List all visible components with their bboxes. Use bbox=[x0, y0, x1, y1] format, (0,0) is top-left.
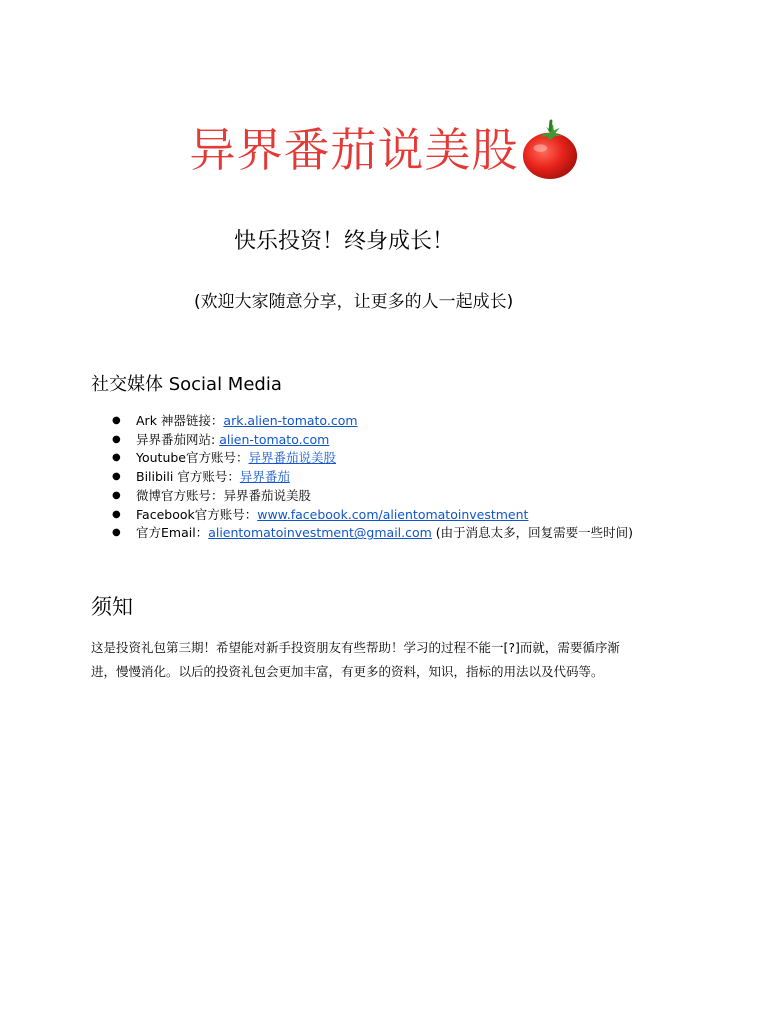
bullet-dot-icon: ● bbox=[112, 415, 121, 426]
list-item-label: Bilibili 官方账号： bbox=[136, 469, 240, 485]
bullet-dot-icon: ● bbox=[112, 433, 121, 445]
document-title-row bbox=[0, 118, 768, 182]
share-note: (欢迎大家随意分享，让更多的人一起成长) bbox=[194, 292, 514, 312]
social-media-heading: 社交媒体 Social Media bbox=[91, 374, 282, 395]
list-item bbox=[112, 468, 633, 487]
bullet-dot-icon: ● bbox=[112, 471, 121, 483]
bilibili-link[interactable]: 异界番茄 bbox=[239, 469, 290, 485]
list-item-label: Ark 神器链接： bbox=[136, 413, 224, 428]
website-link[interactable]: alien-tomato.com bbox=[219, 431, 330, 447]
list-item bbox=[112, 431, 633, 450]
slogan: 快乐投资！终身成长！ bbox=[234, 229, 455, 254]
email-note: (由于消息太多，回复需要一些时间) bbox=[431, 525, 634, 541]
list-item-label: 异界番茄网站: bbox=[136, 431, 220, 447]
list-item bbox=[112, 524, 633, 543]
notice-heading: 须知 bbox=[91, 595, 133, 619]
facebook-link[interactable]: www.facebook.com/alientomatoinvestment bbox=[257, 506, 529, 522]
list-item bbox=[112, 412, 633, 431]
bullet-dot-icon: ● bbox=[112, 489, 121, 501]
list-item bbox=[112, 449, 633, 468]
notice-line: 这是投资礼包第三期！希望能对新手投资朋友有些帮助！学习的过程不能一[?]而就，需要循序渐 bbox=[91, 640, 620, 655]
notice-line: 进，慢慢消化。以后的投资礼包会更加丰富，有更多的资料，知识，指标的用法以及代码等。 bbox=[91, 664, 604, 679]
tomato-icon bbox=[521, 119, 579, 181]
bullet-dot-icon: ● bbox=[112, 527, 121, 539]
bullet-dot-icon: ● bbox=[112, 508, 121, 520]
notice-paragraph bbox=[91, 636, 681, 684]
list-item-label: Youtube官方账号： bbox=[136, 450, 249, 466]
youtube-link[interactable]: 异界番茄说美股 bbox=[248, 450, 337, 466]
list-item bbox=[112, 487, 633, 506]
ark-link[interactable]: ark.alien-tomato.com bbox=[223, 413, 358, 428]
email-link[interactable]: alientomatoinvestment@gmail.com bbox=[208, 525, 432, 541]
list-item-label: 微博官方账号：异界番茄说美股 bbox=[136, 487, 312, 503]
list-item bbox=[112, 506, 633, 525]
bullet-dot-icon: ● bbox=[112, 452, 121, 464]
list-item-label: 官方Email： bbox=[136, 525, 209, 541]
social-links-list bbox=[112, 412, 633, 543]
document-title: 异界番茄说美股 bbox=[189, 123, 519, 177]
list-item-label: Facebook官方账号： bbox=[136, 506, 258, 522]
